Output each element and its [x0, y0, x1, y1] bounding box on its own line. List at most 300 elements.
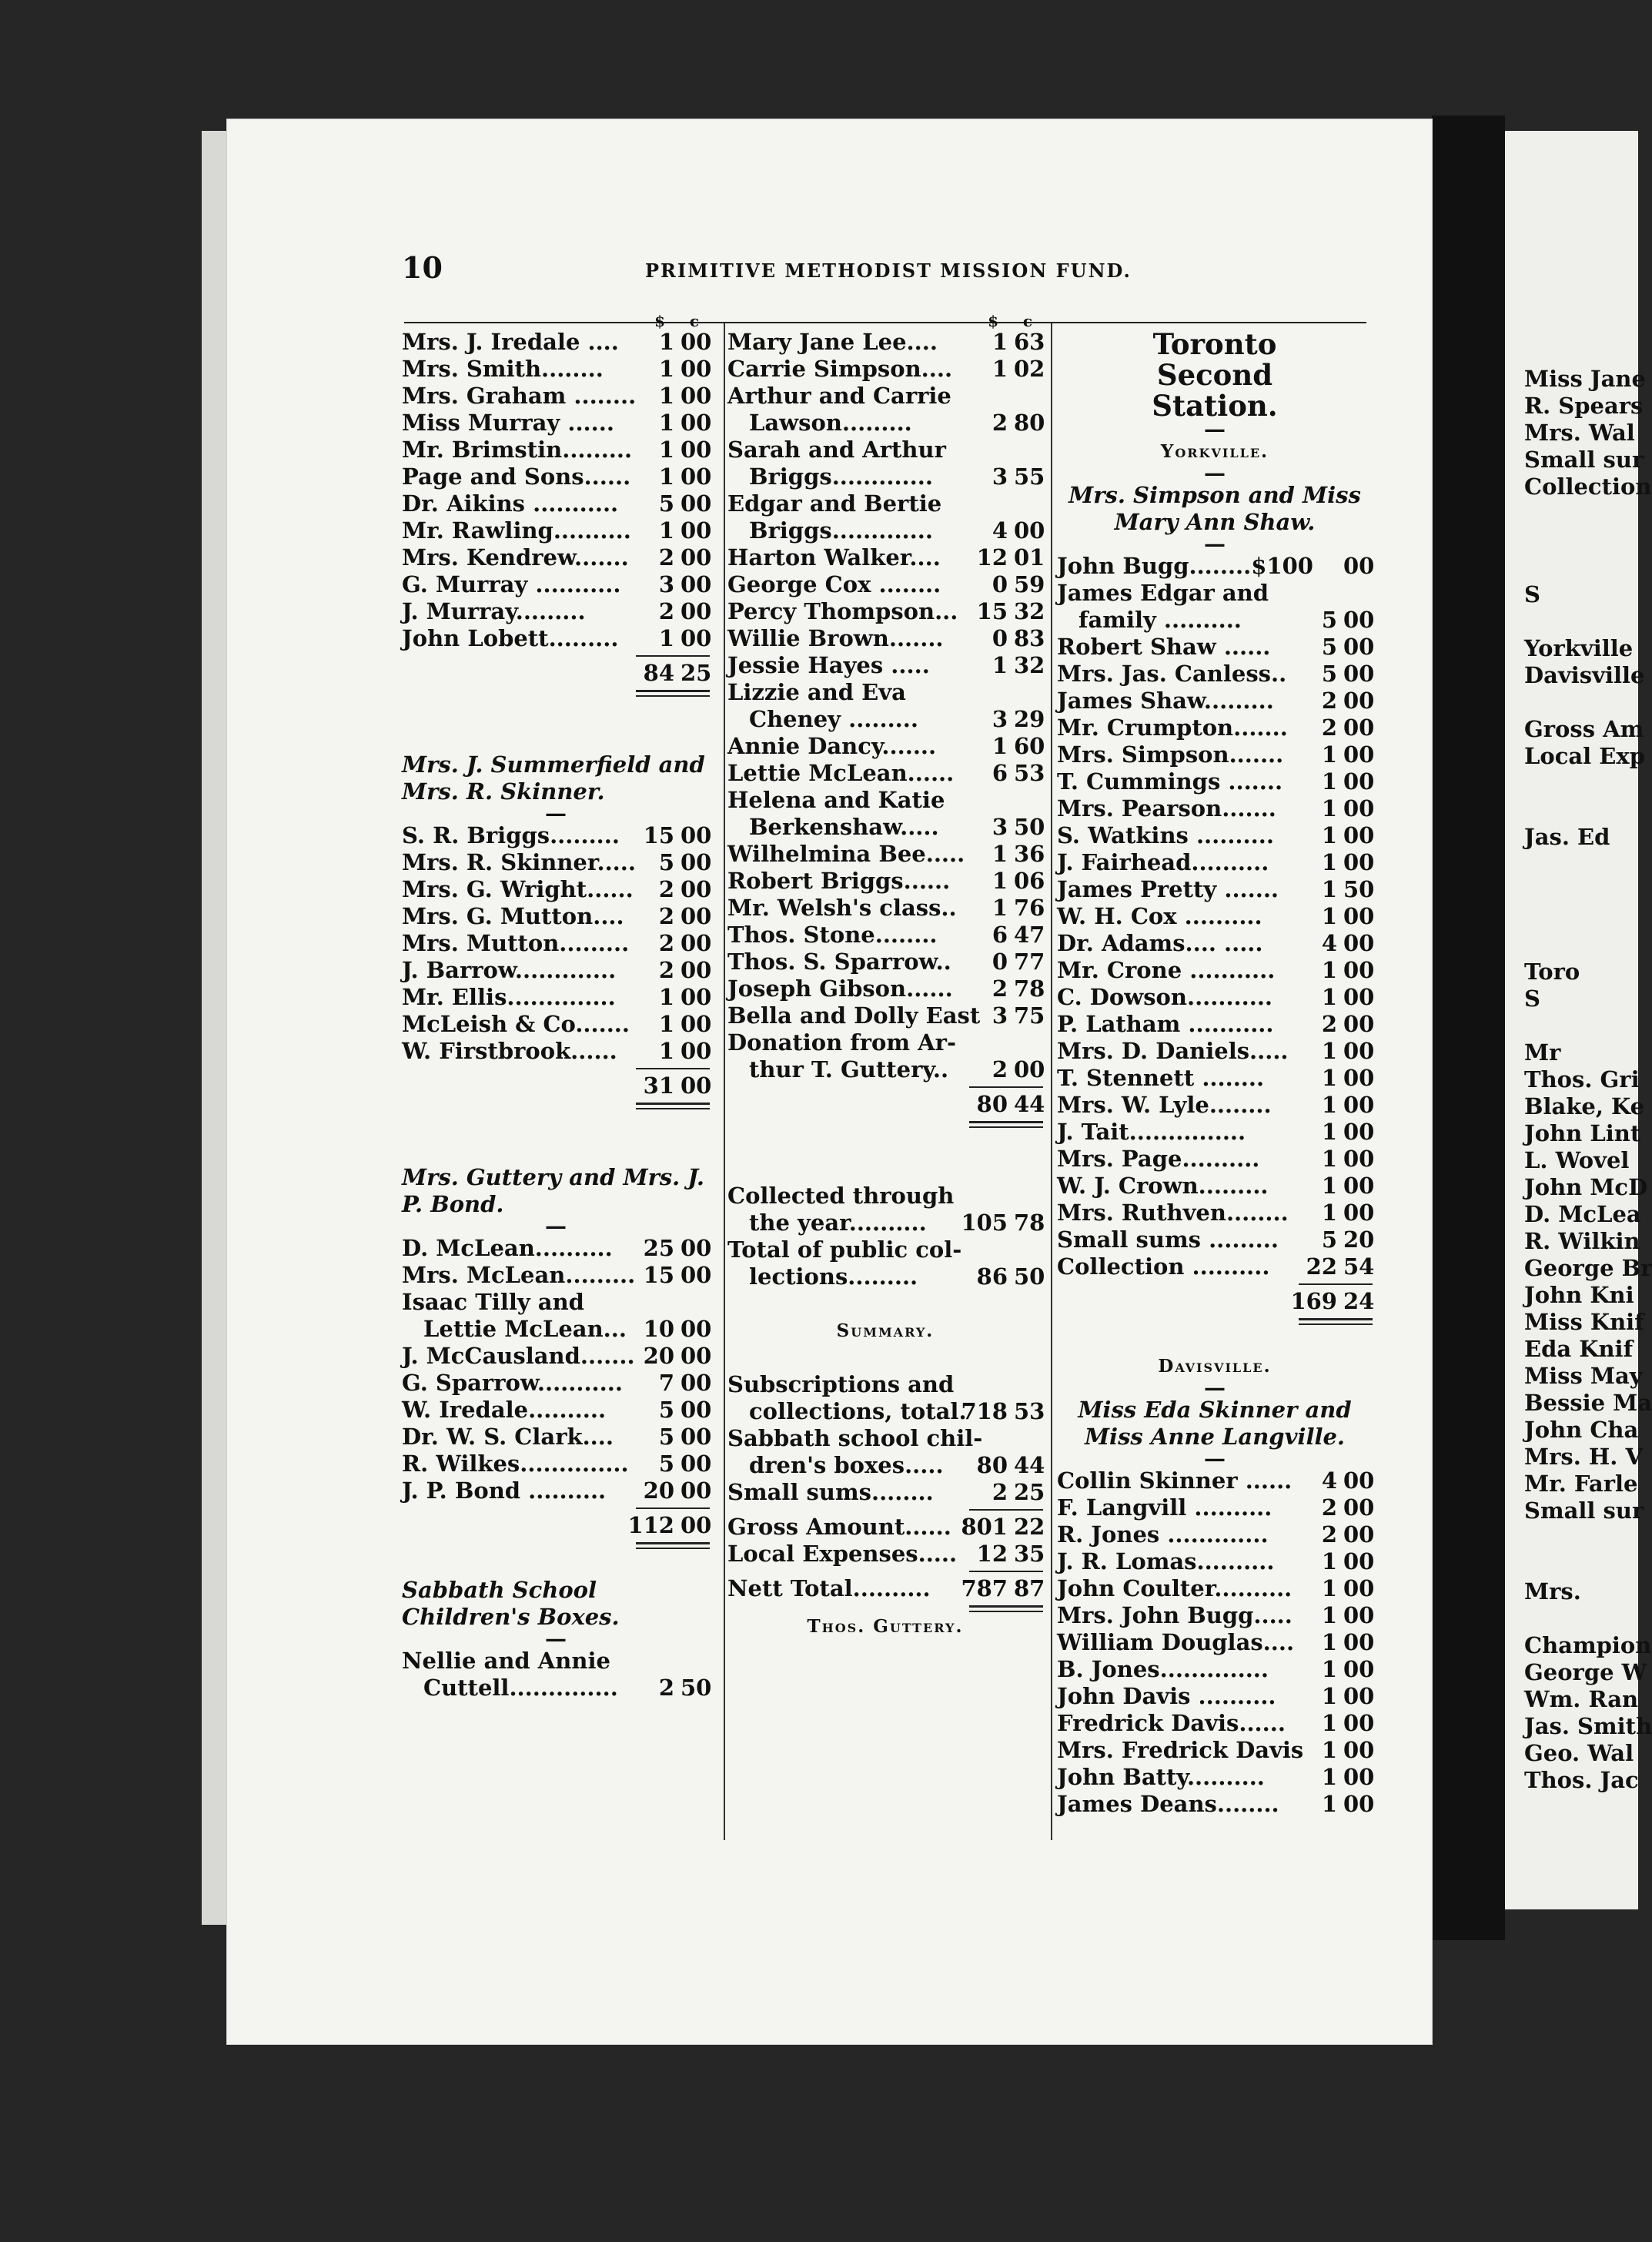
entry-row [402, 1235, 710, 1262]
entry-dollars: 1 [1321, 1656, 1337, 1682]
entry-dollars: 1 [1321, 1791, 1337, 1817]
entry-cents: 00 [681, 410, 712, 436]
entry-cents: 00 [681, 1451, 712, 1477]
entry-row [727, 1479, 1043, 1506]
entry-dollars: 5 [1321, 607, 1337, 633]
facing-page-line: George W [1524, 1659, 1647, 1685]
collectors-heading: Miss Eda Skinner and Miss Anne Langville. [1078, 1397, 1352, 1450]
facing-page-line: Small sur [1524, 447, 1644, 473]
entry-row [727, 1425, 1043, 1452]
entry-cents: 00 [1343, 1710, 1375, 1736]
entry-row [402, 1011, 710, 1038]
entry-row [1057, 714, 1373, 741]
entry-name: McLeish & Co....... [402, 1011, 630, 1037]
entry-row [402, 903, 710, 930]
facing-page-line: Local Exp [1524, 743, 1645, 769]
entry-row [402, 1424, 710, 1451]
entry-row [402, 383, 710, 410]
entry-name: John Bugg........$100 [1057, 553, 1313, 579]
entry-row [727, 1029, 1043, 1056]
entry-name: Dr. Adams.... ..... [1057, 930, 1263, 956]
entry-cents: 32 [1014, 598, 1045, 624]
entry-dollars: 2 [658, 930, 674, 956]
facing-page-line [1505, 500, 1652, 527]
facing-page-line: Eda Knif [1524, 1336, 1634, 1362]
entry-cents: 00 [1343, 1791, 1375, 1817]
entry-row [727, 1056, 1043, 1083]
entry-dollars: 1 [992, 356, 1008, 382]
entry-name: Fredrick Davis...... [1057, 1710, 1286, 1736]
collections-list [727, 1183, 1043, 1290]
entry-dollars: 4 [1321, 1467, 1337, 1494]
entry-row [1057, 1710, 1373, 1737]
entry-name: Robert Briggs...... [727, 868, 951, 894]
entry-dollars: 2 [992, 1056, 1008, 1083]
entry-dollars: 5 [658, 1451, 674, 1477]
entry-row [402, 1038, 710, 1065]
entry-cents: 00 [1343, 1200, 1375, 1226]
facing-page-line [1505, 1524, 1652, 1551]
entry-dollars: 5 [1321, 634, 1337, 660]
entry-name: George Cox ........ [727, 571, 941, 597]
entry-dollars: 1 [1321, 984, 1337, 1010]
entry-dollars: 2 [1321, 1494, 1337, 1521]
entry-dollars: 1 [1321, 1602, 1337, 1628]
entry-row [402, 1648, 710, 1675]
entry-row [727, 1002, 1043, 1029]
entry-dollars: 25 [643, 1235, 674, 1261]
entry-row [402, 1343, 710, 1370]
entry-row [402, 490, 710, 517]
entry-name: the year.......... [749, 1210, 927, 1236]
entry-name: Mrs. G. Mutton.... [402, 903, 624, 929]
entry-cents: 00 [1343, 984, 1375, 1010]
entry-name: T. Cummings ....... [1057, 768, 1283, 795]
entry-name: Lawson......... [749, 410, 912, 436]
entry-name: Mrs. R. Skinner..... [402, 849, 636, 875]
subscription-list [402, 822, 710, 1065]
entry-row [727, 814, 1043, 841]
entry-row [1057, 1548, 1373, 1575]
entry-cents: 00 [681, 571, 712, 597]
entry-dollars: 0 [992, 625, 1008, 651]
entry-dollars: 1 [992, 895, 1008, 921]
entry-cents: 00 [681, 1343, 712, 1369]
entry-name: Miss Murray ...... [402, 410, 614, 436]
facing-page-line [1505, 932, 1652, 959]
page-edge [202, 131, 229, 1925]
entry-cents: 00 [1343, 714, 1375, 741]
entry-dollars: 2 [658, 876, 674, 902]
entry-cents: 63 [1014, 329, 1045, 355]
facing-page-line: John Lint [1524, 1120, 1641, 1146]
facing-page-text [1505, 366, 1652, 1794]
column-3: Toronto Second Station. — Yorkville. — Mrs. Simpson and Miss Mary Ann Shaw. — John Bugg........$100 00 James Edgar and family .......... 5 00 Robert Shaw ...... 5 00 Mrs. Jas. Canless.. 5 00 James Shaw......... 2 00 Mr. Crumpton....... 2 00 Mrs. Simpson....... 1 00 T. Cummings ....... 1 00 Mrs. Pearson....... 1 00 S. Watkins .......... 1 00 J. Fairhead.......... 1 00 James Pretty ....... 1 50 W. H. Cox .......... 1 00 Dr. Adams.... ..... 4 00 Mr. Crone ........... 1 00 C. Dowson........... 1 00 P. Latham ........... 2 00 Mrs. D. Daniels..... 1 00 T. Stennett ........ 1 00 Mrs. W. Lyle........ 1 00 J. Tait............... 1 00 Mrs. Page.......... 1 00 W. J. Crown......... 1 00 Mrs. Ruthven........ 1 00 Small sums ......... 5 20 Collection .......... 22 54 169 24 Davisville. — Miss Eda Skinner and Miss Anne Langville. — Collin Skinner ...... 4 00 F. Langvill .......... 2 00 R. Jones ............. 2 00 J. R. Lomas.......... 1 00 John Coulter.......... 1 00 Mrs. John Bugg..... 1 00 William Douglas.... 1 00 B. Jones.............. 1 00 John Davis .......... 1 00 Fredrick Davis...... 1 00 Mrs. Fredrick Davis 1 00 John Batty.......... 1 00 James Deans........ 1 00 [1057, 327, 1375, 1817]
entry-row [1057, 580, 1373, 607]
facing-page-line [1505, 797, 1652, 824]
facing-page-line: Mrs. Wal [1524, 420, 1635, 446]
entry-row [727, 1398, 1043, 1425]
entry-dollars: 1 [1321, 1737, 1337, 1763]
entry-name: Jessie Hayes ..... [727, 652, 930, 678]
entry-name: T. Stennett ........ [1057, 1065, 1265, 1091]
facing-page-line: Gross Am [1524, 716, 1644, 742]
entry-dollars: 6 [992, 922, 1008, 948]
facing-page-line [1505, 527, 1652, 554]
entry-row [402, 849, 710, 876]
entry-cents: 00 [1343, 661, 1375, 687]
entry-dollars: 1 [992, 652, 1008, 678]
entry-row [402, 356, 710, 383]
entry-cents: 00 [681, 876, 712, 902]
entry-cents: 00 [1343, 741, 1375, 768]
facing-page-line [1505, 851, 1652, 878]
entry-cents: 32 [1014, 652, 1045, 678]
entry-row [402, 930, 710, 957]
entry-row [727, 571, 1043, 598]
facing-page-line: S [1524, 581, 1540, 607]
facing-page-line: Jas. Ed [1524, 824, 1610, 850]
subscription-list [402, 1235, 710, 1504]
entry-row [727, 895, 1043, 922]
entry-name: Briggs............. [749, 517, 933, 544]
entry-cents: 00 [681, 463, 712, 490]
entry-row [1057, 984, 1373, 1011]
entry-name: Lettie McLean... [423, 1316, 627, 1342]
entry-name: Mrs. Jas. Canless.. [1057, 661, 1287, 687]
entry-row [1057, 1656, 1373, 1683]
entry-cents: 25 [1014, 1479, 1045, 1505]
entry-dollars: 3 [992, 706, 1008, 732]
entry-cents: 50 [1014, 1263, 1045, 1290]
entry-cents: 00 [681, 1038, 712, 1064]
entry-row [1057, 849, 1373, 876]
facing-page-line [1505, 608, 1652, 635]
entry-name: Thos. S. Sparrow.. [727, 949, 951, 975]
entry-name: Collection .......... [1057, 1253, 1270, 1280]
entry-dollars: 0 [992, 571, 1008, 597]
entry-cents: 00 [1343, 1119, 1375, 1145]
entry-name: Nellie and Annie [402, 1648, 610, 1674]
entry-cents: 77 [1014, 949, 1045, 975]
entry-row [402, 957, 710, 984]
entry-row [1057, 1092, 1373, 1119]
entry-name: J. Murray......... [402, 598, 586, 624]
facing-page-line: Small sur [1524, 1497, 1644, 1524]
entry-dollars: 1 [1321, 1092, 1337, 1118]
entry-dollars: 86 [976, 1263, 1008, 1290]
subtotal: 169 24 [1290, 1288, 1375, 1314]
entry-dollars: 1 [1321, 1200, 1337, 1226]
entry-row [402, 1289, 710, 1316]
entry-row [727, 949, 1043, 975]
entry-dollars: 1 [1321, 876, 1337, 902]
entry-cents: 00 [681, 356, 712, 382]
entry-row [402, 625, 710, 652]
entry-row [1057, 1146, 1373, 1173]
gross-amount: Gross Amount...... 801 22 [727, 1514, 1045, 1540]
entry-name: Mrs. W. Lyle........ [1057, 1092, 1272, 1118]
entry-row [1057, 1038, 1373, 1065]
entry-dollars: 1 [1321, 1575, 1337, 1601]
collectors-heading: Mrs. J. Summerfield and Mrs. R. Skinner. [402, 751, 705, 805]
entry-name: P. Latham ........... [1057, 1011, 1274, 1037]
entry-row [1057, 1065, 1373, 1092]
entry-row [1057, 822, 1373, 849]
column-1: $ c Mrs. J. Iredale .... 1 00 Mrs. Smith........ 1 00 Mrs. Graham ........ 1 00 Miss Murray ...... 1 00 Mr. Brimstin......... 1 00 Page and Sons...... 1 00 Dr. Aikins ........... 5 00 Mr. Rawling.......... 1 00 Mrs. Kendrew....... 2 00 G. Murray ........... 3 00 J. Murray......... 2 00 John Lobett......... 1 00 84 25 Mrs. J. Summerfield and Mrs. R. Skinner. — S. R. Briggs......... 15 00 Mrs. R. Skinner..... 5 00 Mrs. G. Wright...... 2 00 Mrs. G. Mutton.... 2 00 Mrs. Mutton......... 2 00 J. Barrow............. 2 00 Mr. Ellis.............. 1 00 McLeish & Co....... 1 00 W. Firstbrook...... 1 00 31 00 Mrs. Guttery and Mrs. J. P. Bond. — D. McLean.......... 25 00 Mrs. McLean......... 15 00 Isaac Tilly and Lettie McLean... 10 00 J. McCausland....... 20 00 G. Sparrow........... 7 00 W. Iredale.......... 5 00 Dr. W. S. Clark.... 5 00 R. Wilkes.............. 5 00 J. P. Bond .......... 20 00 112 00 Sabbath School Children's Boxes. — Nellie and Annie Cuttell.............. 2 50 [402, 312, 712, 1701]
subscription-list [1057, 553, 1373, 1280]
entry-row [1057, 1011, 1373, 1038]
currency-header: $ c [654, 312, 699, 330]
entry-dollars: 80 [976, 1452, 1008, 1478]
entry-name: Mrs. Mutton......... [402, 930, 630, 956]
entry-cents: 00 [1343, 553, 1375, 579]
entry-row [402, 822, 710, 849]
entry-cents: 76 [1014, 895, 1045, 921]
entry-name: Sabbath school chil- [727, 1425, 983, 1451]
column-divider [1051, 323, 1052, 1840]
entry-row [727, 598, 1043, 625]
entry-dollars: 1 [1321, 1119, 1337, 1145]
entry-cents: 00 [1343, 1038, 1375, 1064]
entry-cents: 00 [681, 329, 712, 355]
facing-page-line: Collection [1524, 473, 1652, 500]
entry-row [1057, 688, 1373, 714]
entry-name: Donation from Ar- [727, 1029, 956, 1056]
entry-row [402, 329, 710, 356]
entry-cents: 00 [1014, 1056, 1045, 1083]
entry-dollars: 1 [1321, 1548, 1337, 1574]
entry-name: Cheney ......... [749, 706, 918, 732]
facing-page-line: Blake, Ke [1524, 1093, 1645, 1119]
entry-cents: 75 [1014, 1002, 1045, 1029]
entry-dollars: 1 [1321, 1764, 1337, 1790]
entry-cents: 78 [1014, 975, 1045, 1002]
entry-row [402, 544, 710, 571]
entry-row [727, 383, 1043, 410]
facing-page-line: Jas. Smith [1524, 1713, 1652, 1739]
entry-name: John Coulter.......... [1057, 1575, 1293, 1601]
entry-cents: 36 [1014, 841, 1045, 867]
place-heading: Davisville. [1158, 1356, 1272, 1377]
subscription-list [402, 1648, 710, 1702]
entry-name: R. Wilkes.............. [402, 1451, 629, 1477]
entry-row [1057, 876, 1373, 903]
entry-dollars: 15 [643, 1262, 674, 1288]
entry-cents: 00 [681, 1235, 712, 1261]
entry-cents: 00 [1343, 1494, 1375, 1521]
entry-name: J. Tait............... [1057, 1119, 1246, 1145]
facing-page-line [1505, 554, 1652, 581]
entry-cents: 01 [1014, 544, 1045, 571]
entry-cents: 00 [681, 984, 712, 1010]
entry-cents: 00 [681, 903, 712, 929]
entry-cents: 00 [1343, 1065, 1375, 1091]
entry-row [1057, 553, 1373, 580]
entry-cents: 20 [1343, 1226, 1375, 1253]
entry-cents: 29 [1014, 706, 1045, 732]
entry-dollars: 1 [658, 463, 674, 490]
subtotal: 84 25 [643, 660, 712, 686]
entry-name: James Pretty ....... [1057, 876, 1279, 902]
facing-page-line [1505, 1012, 1652, 1039]
entry-cents: 50 [1343, 876, 1375, 902]
entry-row [402, 463, 710, 490]
entry-dollars: 5 [658, 1397, 674, 1423]
entry-cents: 60 [1014, 733, 1045, 759]
facing-page-line: George Br [1524, 1255, 1652, 1281]
entry-cents: 00 [1343, 1656, 1375, 1682]
entry-dollars: 6 [992, 760, 1008, 786]
entry-cents: 50 [1014, 814, 1045, 840]
facing-page-line: John Cha [1524, 1417, 1639, 1443]
entry-name: Lettie McLean...... [727, 760, 955, 786]
entry-name: Willie Brown....... [727, 625, 944, 651]
entry-dollars: 1 [658, 1011, 674, 1037]
entry-cents: 00 [1343, 634, 1375, 660]
entry-dollars: 1 [658, 517, 674, 544]
entry-row [402, 1451, 710, 1477]
entry-name: Helena and Katie [727, 787, 945, 813]
entry-name: Collin Skinner ...... [1057, 1467, 1293, 1494]
facing-page-line: Davisville [1524, 662, 1645, 688]
entry-row [727, 787, 1043, 814]
entry-cents: 00 [1343, 1737, 1375, 1763]
entry-dollars: 2 [658, 903, 674, 929]
entry-name: Mrs. Smith........ [402, 356, 604, 382]
entry-row [1057, 634, 1373, 661]
entry-name: Mrs. Kendrew....... [402, 544, 629, 571]
facing-page-line: L. Wovel [1524, 1147, 1630, 1173]
entry-name: W. H. Cox .......... [1057, 903, 1262, 929]
entry-dollars: 1 [1321, 903, 1337, 929]
entry-dollars: 22 [1306, 1253, 1337, 1280]
entry-row [1057, 1737, 1373, 1764]
entry-row [727, 679, 1043, 706]
entry-dollars: 105 [961, 1210, 1008, 1236]
entry-row [402, 1477, 710, 1504]
facing-page [1505, 131, 1652, 1909]
entry-name: J. R. Lomas.......... [1057, 1548, 1275, 1574]
entry-cents: 00 [681, 1397, 712, 1423]
entry-dollars: 2 [1321, 1521, 1337, 1548]
entry-row [727, 1236, 1043, 1263]
entry-dollars: 3 [658, 571, 674, 597]
entry-cents: 00 [681, 1477, 712, 1504]
entry-name: Mrs. McLean......... [402, 1262, 636, 1288]
entry-name: S. Watkins .......... [1057, 822, 1274, 848]
entry-dollars: 2 [658, 598, 674, 624]
entry-row [727, 922, 1043, 949]
entry-cents: 00 [1343, 1548, 1375, 1574]
entry-row [727, 760, 1043, 787]
entry-name: James Edgar and [1057, 580, 1269, 606]
entry-name: Mrs. D. Daniels..... [1057, 1038, 1289, 1064]
entry-name: Thos. Stone........ [727, 922, 938, 948]
entry-row [1057, 1629, 1373, 1656]
entry-dollars: 1 [1321, 1146, 1337, 1172]
entry-row [402, 1316, 710, 1343]
entry-name: Joseph Gibson...... [727, 975, 953, 1002]
entry-name: Robert Shaw ...... [1057, 634, 1271, 660]
entry-dollars: 1 [1321, 1710, 1337, 1736]
entry-name: F. Langvill .......... [1057, 1494, 1272, 1521]
column-2 [727, 312, 1043, 1640]
entry-dollars: 1 [658, 1038, 674, 1064]
entry-row [402, 410, 710, 437]
entry-row [1057, 1200, 1373, 1226]
facing-page-line [1505, 1605, 1652, 1632]
entry-cents: 00 [1343, 903, 1375, 929]
entry-name: Arthur and Carrie [727, 383, 951, 409]
entry-row [1057, 1467, 1373, 1494]
facing-page-line: Miss Knif [1524, 1309, 1644, 1335]
entry-cents: 00 [1343, 1467, 1375, 1494]
entry-cents: 00 [1343, 1092, 1375, 1118]
entry-cents: 00 [681, 1262, 712, 1288]
entry-name: B. Jones.............. [1057, 1656, 1269, 1682]
entry-row [402, 517, 710, 544]
entry-name: Mr. Crone ........... [1057, 957, 1276, 983]
entry-name: J. McCausland....... [402, 1343, 635, 1369]
entry-row [727, 1452, 1043, 1479]
entry-row [1057, 1521, 1373, 1548]
entry-cents: 00 [1014, 517, 1045, 544]
place-heading: Yorkville. [1160, 441, 1269, 462]
facing-page-line: Yorkville [1524, 635, 1634, 661]
entry-dollars: 3 [992, 463, 1008, 490]
entry-dollars: 1 [992, 841, 1008, 867]
entry-name: Edgar and Bertie [727, 490, 942, 517]
entry-name: G. Murray ........... [402, 571, 621, 597]
entry-cents: 06 [1014, 868, 1045, 894]
entry-dollars: 2 [992, 1479, 1008, 1505]
entry-row [1057, 1253, 1373, 1280]
entry-dollars: 1 [992, 868, 1008, 894]
entry-row [1057, 1602, 1373, 1629]
entry-cents: 00 [681, 625, 712, 651]
entry-row [727, 490, 1043, 517]
entry-cents: 54 [1343, 1253, 1375, 1280]
entry-name: Small sums........ [727, 1479, 934, 1505]
subscription-list [1057, 1467, 1373, 1818]
entry-name: Page and Sons...... [402, 463, 631, 490]
entry-name: Subscriptions and [727, 1371, 955, 1397]
entry-row [727, 463, 1043, 490]
entry-row [727, 437, 1043, 463]
entry-row [402, 1370, 710, 1397]
entry-dollars: 1 [658, 410, 674, 436]
entry-dollars: 5 [658, 849, 674, 875]
entry-name: D. McLean.......... [402, 1235, 613, 1261]
entry-name: Mary Jane Lee.... [727, 329, 938, 355]
entry-dollars: 2 [658, 1675, 674, 1701]
entry-dollars: 2 [658, 544, 674, 571]
entry-dollars: 2 [1321, 688, 1337, 714]
entry-cents: 44 [1014, 1452, 1045, 1478]
facing-page-line: Bessie Ma [1524, 1390, 1652, 1416]
entry-name: W. Firstbrook...... [402, 1038, 617, 1064]
facing-page-line: S [1524, 985, 1540, 1012]
entry-dollars: 1 [1321, 849, 1337, 875]
entry-dollars: 1 [658, 329, 674, 355]
entry-dollars: 15 [976, 598, 1008, 624]
entry-cents: 55 [1014, 463, 1045, 490]
facing-page-line [1505, 770, 1652, 797]
entry-cents: 00 [681, 437, 712, 463]
entry-name: Bella and Dolly East [727, 1002, 981, 1029]
entry-name: Mr. Crumpton....... [1057, 714, 1288, 741]
